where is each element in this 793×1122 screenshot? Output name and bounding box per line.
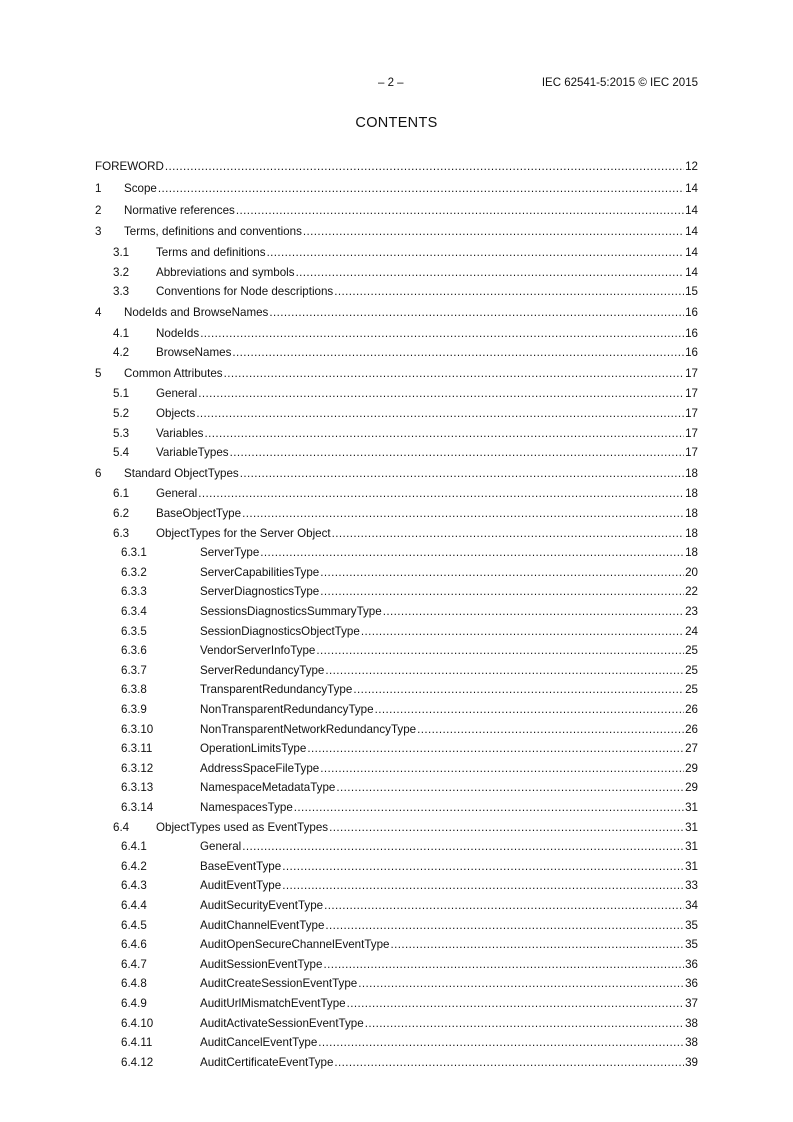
toc-entry-number: 6.4 bbox=[113, 820, 130, 834]
toc-entry-title: ServerCapabilitiesType bbox=[200, 565, 320, 579]
toc-entry-page: 31 bbox=[685, 820, 698, 834]
toc-entry-number: 3.3 bbox=[113, 285, 130, 299]
toc-entry-title: NamespaceMetadataType bbox=[200, 781, 336, 795]
toc-entry[interactable] bbox=[95, 876, 698, 896]
toc-entry[interactable] bbox=[95, 661, 698, 681]
toc-entry-page: 35 bbox=[685, 938, 698, 952]
toc-entry-number: 6.3.11 bbox=[121, 742, 153, 756]
toc-entry-number: 6.4.12 bbox=[121, 1055, 154, 1069]
toc-entry-page: 16 bbox=[685, 305, 698, 319]
toc-entry-number: 6.1 bbox=[113, 487, 130, 501]
document-reference: IEC 62541-5:2015 © IEC 2015 bbox=[541, 77, 698, 89]
toc-entry-number: 6.3.8 bbox=[121, 683, 147, 697]
toc-entry-page: 26 bbox=[685, 722, 698, 736]
toc-dot-leader bbox=[198, 484, 684, 504]
toc-entry[interactable] bbox=[95, 582, 698, 602]
toc-dot-leader bbox=[324, 896, 684, 916]
toc-entry-page: 25 bbox=[685, 644, 698, 658]
toc-entry[interactable] bbox=[95, 837, 698, 857]
toc-entry-number: 6.3.7 bbox=[121, 663, 147, 677]
toc-dot-leader bbox=[296, 263, 685, 283]
toc-dot-leader bbox=[236, 200, 684, 222]
toc-entry-number: 4.1 bbox=[113, 326, 130, 340]
toc-entry-number: 6 bbox=[95, 466, 102, 480]
toc-entry-number: 4 bbox=[95, 305, 102, 319]
toc-entry[interactable] bbox=[95, 602, 698, 622]
toc-entry[interactable] bbox=[95, 302, 698, 324]
toc-dot-leader bbox=[242, 837, 684, 857]
toc-entry-title: SessionsDiagnosticsSummaryType bbox=[200, 605, 382, 619]
toc-dot-leader bbox=[165, 156, 684, 178]
toc-entry[interactable] bbox=[95, 324, 698, 344]
toc-entry-number: 6.4.2 bbox=[121, 859, 147, 873]
toc-entry-page: 18 bbox=[685, 526, 698, 540]
toc-dot-leader bbox=[307, 739, 684, 759]
toc-entry-number: 6.4.6 bbox=[121, 938, 147, 952]
toc-entry-page: 31 bbox=[685, 859, 698, 873]
toc-entry-page: 14 bbox=[685, 182, 698, 195]
toc-dot-leader bbox=[260, 543, 684, 563]
toc-entry[interactable] bbox=[95, 524, 698, 544]
page-number: – 2 – bbox=[378, 77, 404, 89]
toc-entry-title: Scope bbox=[124, 182, 157, 195]
toc-entry[interactable] bbox=[95, 263, 698, 283]
toc-entry-page: 38 bbox=[685, 1036, 698, 1050]
toc-entry-title: AuditSecurityEventType bbox=[200, 898, 324, 912]
toc-dot-leader bbox=[320, 582, 684, 602]
toc-entry-page: 12 bbox=[685, 160, 698, 173]
toc-entry[interactable] bbox=[95, 282, 698, 302]
toc-entry-title: Standard ObjectTypes bbox=[124, 466, 239, 480]
toc-entry-title: SessionDiagnosticsObjectType bbox=[200, 624, 360, 638]
toc-entry[interactable] bbox=[95, 1053, 698, 1073]
toc-entry-page: 14 bbox=[685, 203, 698, 217]
toc-entry-number: 6.3.5 bbox=[121, 624, 147, 638]
toc-entry-page: 17 bbox=[685, 446, 698, 460]
toc-entry-title: AuditSessionEventType bbox=[200, 957, 323, 971]
toc-entry-number: 6.4.8 bbox=[121, 977, 147, 991]
toc-entry-page: 14 bbox=[685, 246, 698, 260]
toc-entry[interactable] bbox=[95, 384, 698, 404]
toc-entry[interactable] bbox=[95, 759, 698, 779]
toc-entry[interactable] bbox=[95, 974, 698, 994]
toc-entry[interactable] bbox=[95, 916, 698, 936]
toc-entry-number: 6.4.10 bbox=[121, 1016, 154, 1030]
toc-entry-title: OperationLimitsType bbox=[200, 742, 307, 756]
toc-entry-page: 17 bbox=[685, 407, 698, 420]
toc-entry-number: 6.3.6 bbox=[121, 644, 147, 658]
toc-entry-page: 31 bbox=[685, 840, 698, 854]
toc-entry[interactable] bbox=[95, 955, 698, 975]
contents-heading: CONTENTS bbox=[355, 115, 438, 131]
toc-entry[interactable] bbox=[95, 563, 698, 583]
toc-entry-number: 5.4 bbox=[113, 446, 130, 460]
toc-entry-title: General bbox=[156, 387, 198, 401]
toc-entry-title: AuditOpenSecureChannelEventType bbox=[200, 938, 390, 952]
toc-entry-number: 2 bbox=[95, 203, 102, 217]
toc-dot-leader bbox=[361, 622, 684, 642]
toc-dot-leader bbox=[325, 661, 684, 681]
toc-dot-leader bbox=[196, 404, 684, 424]
toc-dot-leader bbox=[200, 324, 684, 344]
toc-entry-title: ObjectTypes for the Server Object bbox=[156, 526, 331, 540]
toc-entry-number: 3.1 bbox=[113, 246, 130, 260]
toc-entry[interactable] bbox=[95, 739, 698, 759]
toc-entry-page: 26 bbox=[685, 703, 698, 716]
toc-entry-title: ServerType bbox=[200, 546, 260, 560]
toc-entry-page: 18 bbox=[685, 466, 698, 480]
toc-dot-leader bbox=[375, 700, 685, 720]
toc-dot-leader bbox=[204, 424, 684, 444]
toc-entry[interactable] bbox=[95, 896, 698, 916]
toc-entry-page: 29 bbox=[685, 761, 698, 775]
toc-entry-number: 6.4.1 bbox=[121, 840, 147, 854]
toc-entry[interactable] bbox=[95, 857, 698, 877]
toc-entry[interactable] bbox=[95, 424, 698, 444]
toc-entry-title: BrowseNames bbox=[156, 346, 232, 360]
toc-entry-title: NodeIds and BrowseNames bbox=[124, 305, 269, 319]
toc-entry-title: Common Attributes bbox=[124, 366, 223, 380]
toc-entry-number: 6.3.14 bbox=[121, 800, 154, 814]
toc-entry[interactable] bbox=[95, 778, 698, 798]
toc-dot-leader bbox=[198, 384, 684, 404]
toc-entry-number: 3.2 bbox=[113, 265, 130, 279]
toc-entry[interactable] bbox=[95, 798, 698, 818]
toc-entry-title: VariableTypes bbox=[156, 446, 229, 460]
toc-entry[interactable] bbox=[95, 700, 698, 720]
toc-entry-number: 6.2 bbox=[113, 507, 130, 521]
toc-entry-page: 16 bbox=[685, 326, 698, 340]
toc-entry[interactable] bbox=[95, 504, 698, 524]
toc-entry[interactable] bbox=[95, 994, 698, 1014]
toc-dot-leader bbox=[224, 363, 685, 385]
toc-dot-leader bbox=[230, 443, 684, 463]
toc-entry-page: 25 bbox=[685, 683, 698, 697]
toc-entry-page: 17 bbox=[685, 366, 698, 380]
toc-entry-title: BaseEventType bbox=[200, 859, 282, 873]
toc-dot-leader bbox=[232, 343, 684, 363]
toc-entry[interactable] bbox=[95, 720, 698, 740]
toc-dot-leader bbox=[332, 524, 684, 544]
toc-entry-page: 18 bbox=[685, 546, 698, 560]
toc-entry-title: AuditEventType bbox=[200, 879, 282, 893]
toc-entry-number: 4.2 bbox=[113, 346, 130, 360]
toc-entry-title: ObjectTypes used as EventTypes bbox=[156, 820, 329, 834]
toc-entry-number: 6.3.12 bbox=[121, 761, 154, 775]
toc-entry-title: Terms and definitions bbox=[156, 246, 266, 260]
toc-entry[interactable] bbox=[95, 243, 698, 263]
toc-dot-leader bbox=[358, 974, 684, 994]
toc-entry-number: 1 bbox=[95, 182, 102, 195]
toc-entry-page: 35 bbox=[685, 918, 698, 932]
toc-entry-title: ServerRedundancyType bbox=[200, 663, 325, 677]
toc-dot-leader bbox=[383, 602, 684, 622]
toc-entry-number: 6.4.3 bbox=[121, 879, 147, 893]
toc-entry-number: 6.4.4 bbox=[121, 898, 147, 912]
toc-entry-number: 6.4.9 bbox=[121, 996, 147, 1010]
toc-entry[interactable] bbox=[95, 641, 698, 661]
toc-dot-leader bbox=[325, 916, 684, 936]
toc-dot-leader bbox=[347, 994, 684, 1014]
toc-entry-title: General bbox=[200, 840, 242, 854]
toc-entry-page: 27 bbox=[685, 742, 698, 756]
toc-entry-number: 6.3.1 bbox=[121, 546, 147, 560]
toc-entry-page: 23 bbox=[685, 605, 698, 619]
toc-entry-number: 6.3.3 bbox=[121, 585, 147, 599]
toc-entry-number: 6.4.7 bbox=[121, 957, 147, 971]
toc-entry-page: 38 bbox=[685, 1016, 698, 1030]
toc-entry-number: 5.3 bbox=[113, 426, 130, 440]
toc-dot-leader bbox=[158, 178, 684, 200]
toc-dot-leader bbox=[282, 857, 684, 877]
toc-entry-page: 34 bbox=[685, 898, 698, 912]
toc-entry[interactable] bbox=[95, 221, 698, 243]
toc-entry-title: Variables bbox=[156, 426, 204, 440]
toc-entry-title: ServerDiagnosticsType bbox=[200, 585, 320, 599]
toc-entry[interactable] bbox=[95, 622, 698, 642]
toc-entry[interactable] bbox=[95, 680, 698, 700]
toc-entry-number: 6.3 bbox=[113, 526, 130, 540]
toc-entry-number: 6.3.10 bbox=[121, 722, 154, 736]
toc-entry-page: 29 bbox=[685, 781, 698, 795]
toc-entry-title: Terms, definitions and conventions bbox=[124, 225, 302, 239]
toc-entry-title: AuditCertificateEventType bbox=[200, 1055, 334, 1069]
toc-entry[interactable] bbox=[95, 1033, 698, 1053]
toc-entry-page: 14 bbox=[685, 265, 698, 279]
toc-entry-number: 6.3.2 bbox=[121, 565, 147, 579]
toc-entry[interactable] bbox=[95, 156, 698, 178]
toc-entry[interactable] bbox=[95, 443, 698, 463]
toc-entry[interactable] bbox=[95, 200, 698, 222]
toc-entry-number: 5.2 bbox=[113, 407, 130, 420]
toc-entry-number: 3 bbox=[95, 225, 102, 239]
toc-entry-number: 5 bbox=[95, 366, 102, 380]
toc-entry-page: 31 bbox=[685, 800, 698, 814]
toc-entry-title: AddressSpaceFileType bbox=[200, 761, 320, 775]
toc-entry-page: 16 bbox=[685, 346, 698, 360]
toc-entry-number: 6.3.13 bbox=[121, 781, 154, 795]
toc-entry-number: 6.4.5 bbox=[121, 918, 147, 932]
toc-entry-title: AuditUrlMismatchEventType bbox=[200, 996, 346, 1010]
toc-entry-page: 20 bbox=[685, 565, 698, 579]
toc-entry-page: 24 bbox=[685, 624, 698, 638]
toc-entry-title: AuditCancelEventType bbox=[200, 1036, 318, 1050]
toc-dot-leader bbox=[320, 563, 684, 583]
toc-entry-page: 36 bbox=[685, 977, 698, 991]
toc-dot-leader bbox=[320, 759, 684, 779]
toc-entry-title: BaseObjectType bbox=[156, 507, 242, 521]
toc-dot-leader bbox=[267, 243, 685, 263]
toc-entry-page: 14 bbox=[685, 225, 698, 239]
toc-entry[interactable] bbox=[95, 404, 698, 424]
toc-entry-number: 5.1 bbox=[113, 387, 130, 401]
toc-entry-title: AuditActivateSessionEventType bbox=[200, 1016, 364, 1030]
toc-dot-leader bbox=[323, 955, 684, 975]
toc-dot-leader bbox=[353, 680, 684, 700]
toc-entry-title: NodeIds bbox=[156, 326, 200, 340]
toc-entry[interactable] bbox=[95, 935, 698, 955]
toc-dot-leader bbox=[336, 778, 684, 798]
toc-entry[interactable] bbox=[95, 363, 698, 385]
toc-entry-title: VendorServerInfoType bbox=[200, 644, 316, 658]
toc-entry[interactable] bbox=[95, 818, 698, 838]
toc-dot-leader bbox=[269, 302, 684, 324]
toc-dot-leader bbox=[242, 504, 684, 524]
toc-entry-title: AuditCreateSessionEventType bbox=[200, 977, 358, 991]
toc-dot-leader bbox=[391, 935, 685, 955]
toc-entry-page: 22 bbox=[685, 585, 698, 599]
toc-dot-leader bbox=[334, 282, 684, 302]
toc-entry[interactable] bbox=[95, 484, 698, 504]
toc-entry-number: 6.3.4 bbox=[121, 605, 147, 619]
toc-entry-page: 37 bbox=[685, 996, 698, 1010]
toc-entry-title: NonTransparentNetworkRedundancyType bbox=[200, 722, 417, 736]
toc-dot-leader bbox=[329, 818, 684, 838]
toc-entry-page: 18 bbox=[685, 487, 698, 501]
toc-entry-page: 25 bbox=[685, 663, 698, 677]
toc-entry-page: 39 bbox=[685, 1055, 698, 1069]
toc-dot-leader bbox=[316, 641, 684, 661]
toc-dot-leader bbox=[318, 1033, 684, 1053]
toc-dot-leader bbox=[294, 798, 684, 818]
toc-entry[interactable] bbox=[95, 543, 698, 563]
toc-entry-title: Normative references bbox=[124, 203, 235, 217]
toc-entry-title: Objects bbox=[156, 407, 196, 420]
toc-entry-title: NamespacesType bbox=[200, 800, 293, 814]
toc-entry-title: AuditChannelEventType bbox=[200, 918, 325, 932]
toc-dot-leader bbox=[282, 876, 684, 896]
toc-entry-page: 36 bbox=[685, 957, 698, 971]
toc-dot-leader bbox=[365, 1014, 684, 1034]
toc-entry-number: 6.3.9 bbox=[121, 703, 147, 716]
toc-entry-title: Conventions for Node descriptions bbox=[156, 285, 334, 299]
toc-entry-page: 33 bbox=[685, 879, 698, 893]
toc-dot-leader bbox=[303, 221, 684, 243]
toc-dot-leader bbox=[417, 720, 684, 740]
toc-entry[interactable] bbox=[95, 178, 698, 200]
toc-entry-title: NonTransparentRedundancyType bbox=[200, 703, 374, 716]
toc-entry-page: 15 bbox=[685, 285, 698, 299]
toc-entry-title: General bbox=[156, 487, 198, 501]
toc-entry[interactable] bbox=[95, 463, 698, 485]
toc-entry[interactable] bbox=[95, 343, 698, 363]
toc-entry-title: TransparentRedundancyType bbox=[200, 683, 353, 697]
toc-entry-page: 17 bbox=[685, 387, 698, 401]
toc-entry[interactable] bbox=[95, 1014, 698, 1034]
toc-entry-number: 6.4.11 bbox=[121, 1036, 153, 1050]
toc-dot-leader bbox=[334, 1053, 684, 1073]
table-of-contents bbox=[95, 156, 698, 1072]
toc-entry-page: 18 bbox=[685, 507, 698, 521]
toc-entry-title: Abbreviations and symbols bbox=[156, 265, 295, 279]
toc-entry-title: FOREWORD bbox=[95, 160, 164, 173]
toc-dot-leader bbox=[240, 463, 684, 485]
toc-entry-page: 17 bbox=[685, 426, 698, 440]
